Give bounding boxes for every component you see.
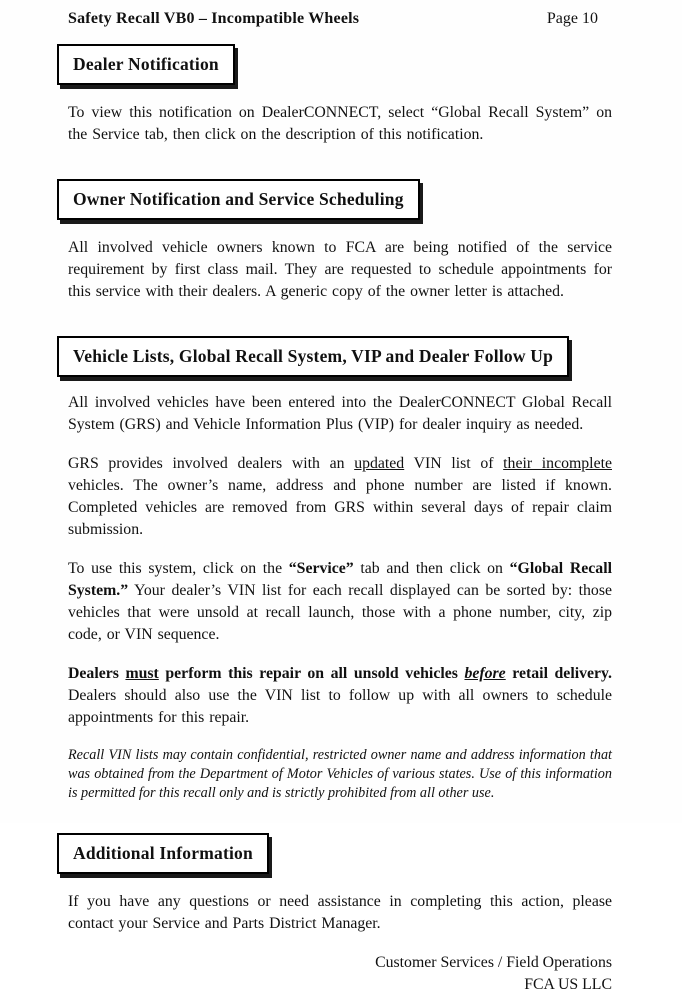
section-owner-notification: [68, 163, 612, 303]
text-segment: VIN list of: [404, 455, 504, 472]
text-segment-underlined: updated: [354, 455, 405, 472]
page-number: Page 10: [546, 10, 598, 27]
text-segment-bold: perform this repair on all unsold vehicles: [158, 665, 465, 682]
paragraph-grs-vip: All involved vehicles have been entered into the DealerCONNECT Global Recall System (GRS) and Vehicle Information Plus (VIP) for dealer inquiry as needed.: [68, 394, 612, 433]
signoff-company: FCA US LLC: [524, 976, 612, 993]
signoff-department: Customer Services / Field Operations: [375, 954, 612, 971]
text-segment: GRS provides involved dealers with an: [68, 455, 355, 472]
text-segment-bold: “Global Recall System.”: [68, 560, 612, 599]
paragraph-unsold-vehicles: [68, 663, 612, 729]
section-heading-additional-information: Additional Information: [57, 833, 269, 874]
text-segment-bold-underlined: must: [125, 665, 159, 682]
text-segment-bold: Dealers: [68, 665, 126, 682]
text-segment: Dealers should also use the VIN list to follow up with all owners to schedule appointments for this repair.: [68, 687, 612, 726]
text-segment: vehicles. The owner’s name, address and phone number are listed if known. Completed vehicles are removed from GRS within several days of repair claim submission.: [68, 477, 612, 538]
paragraph-dealer-notification: To view this notification on DealerCONNECT, select “Global Recall System” on the Service tab, then click on the description of this notification.: [68, 104, 612, 143]
paragraph-additional-information: If you have any questions or need assistance in completing this action, please contact your Service and Parts District Manager.: [68, 893, 612, 932]
section-vehicle-lists: [68, 320, 612, 803]
signoff-block: [68, 952, 612, 996]
text-segment: tab and then click on: [353, 560, 510, 577]
document-title: Safety Recall VB0 – Incompatible Wheels: [68, 10, 360, 27]
text-segment: Your dealer’s VIN list for each recall displayed can be sorted by: those vehicles that were unsold at recall launch, those with a phone number, city, zip code, or VIN sequence.: [68, 582, 612, 643]
section-heading-owner-notification: Owner Notification and Service Scheduling: [57, 179, 420, 220]
text-segment: To use this system, click on the: [68, 560, 289, 577]
text-segment-underlined: their incomplete: [503, 455, 612, 472]
paragraph-owner-notification: All involved vehicle owners known to FCA are being notified of the service requirement by first class mail. They are requested to schedule appointments for this service with their dealers. A generic copy of the owner letter is attached.: [68, 239, 612, 300]
section-heading-dealer-notification: Dealer Notification: [57, 44, 235, 85]
text-segment-bold-italic-underlined: before: [464, 665, 506, 682]
document-header: [68, 10, 612, 28]
section-additional-information: [68, 817, 612, 935]
paragraph-confidentiality-note: Recall VIN lists may contain confidential, restricted owner name and address information that was obtained from the Department of Motor Vehicles of various states. Use of this information is permitted for this recall only and is strictly prohibited from all other use.: [68, 747, 612, 801]
text-segment-bold: retail delivery.: [505, 665, 612, 682]
section-dealer-notification: [68, 28, 612, 146]
section-heading-vehicle-lists: Vehicle Lists, Global Recall System, VIP and Dealer Follow Up: [57, 336, 569, 377]
text-segment-bold: “Service”: [288, 560, 354, 577]
paragraph-vin-list: [68, 453, 612, 541]
paragraph-use-system: [68, 558, 612, 646]
